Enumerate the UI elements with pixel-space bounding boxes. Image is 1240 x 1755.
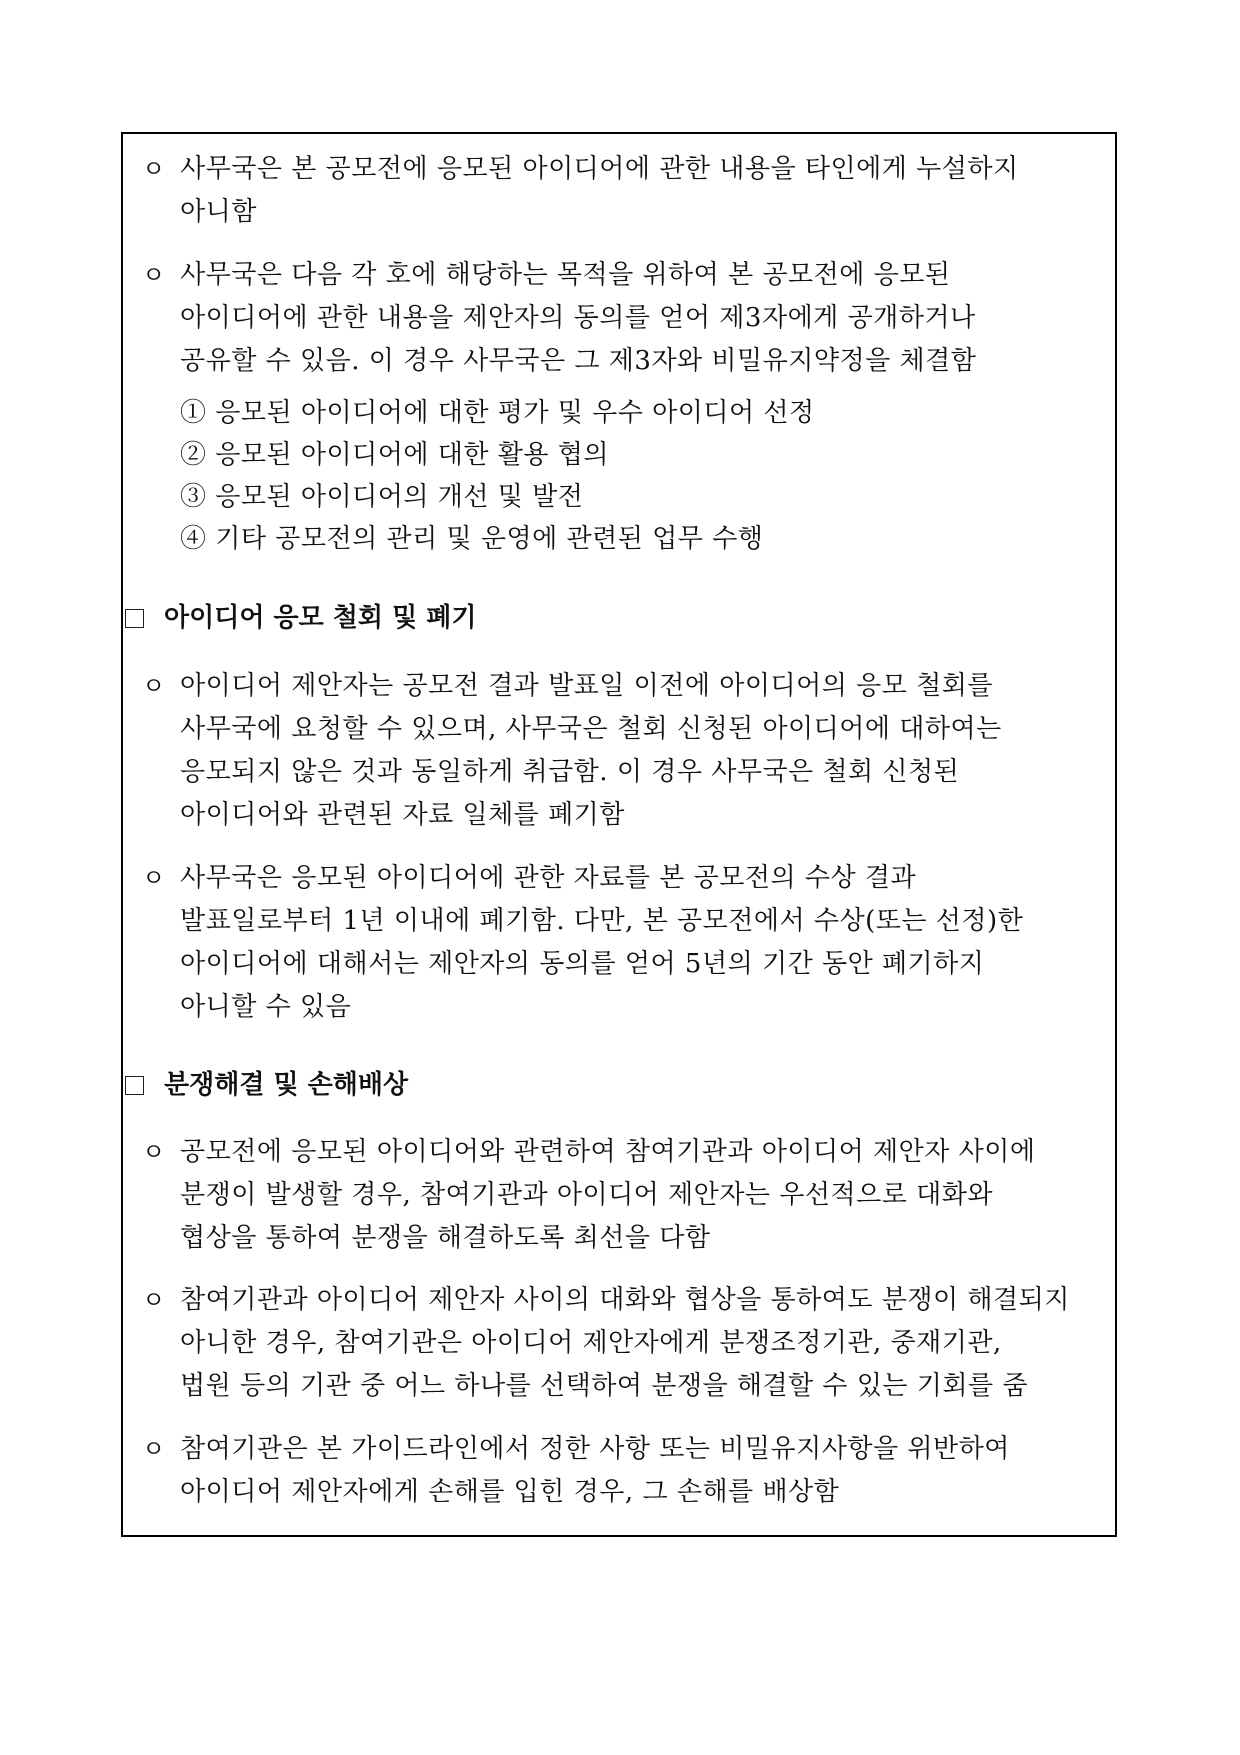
bullet-line: 공유할 수 있음. 이 경우 사무국은 그 제3자와 비밀유지약정을 체결함	[180, 346, 977, 376]
bullet-marker: ㅇ	[142, 1138, 166, 1166]
bullet-marker: ㅇ	[142, 155, 166, 183]
numbered-item: ① 응모된 아이디어에 대한 평가 및 우수 아이디어 선정	[180, 398, 815, 428]
bullet-line: 아니함	[180, 197, 257, 227]
bullet-line: 참여기관과 아이디어 제안자 사이의 대화와 협상을 통하여도 분쟁이 해결되지	[180, 1285, 1070, 1315]
bullet-marker: ㅇ	[142, 864, 166, 892]
numbered-item: ③ 응모된 아이디어의 개선 및 발전	[180, 482, 584, 512]
bullet-line: 아니할 수 있음	[180, 992, 352, 1022]
bullet-marker: ㅇ	[142, 261, 166, 289]
bullet-line: 공모전에 응모된 아이디어와 관련하여 참여기관과 아이디어 제안자 사이에	[180, 1137, 1036, 1167]
numbered-item: ④ 기타 공모전의 관리 및 운영에 관련된 업무 수행	[180, 524, 764, 554]
bullet-line: 아이디어 제안자에게 손해를 입힌 경우, 그 손해를 배상함	[180, 1477, 840, 1507]
bullet-line: 사무국은 응모된 아이디어에 관한 자료를 본 공모전의 수상 결과	[180, 863, 917, 893]
bullet-marker: ㅇ	[142, 672, 166, 700]
bullet-line: 아이디어에 관한 내용을 제안자의 동의를 얻어 제3자에게 공개하거나	[180, 303, 976, 333]
bullet-line: 아이디어에 대해서는 제안자의 동의를 얻어 5년의 기간 동안 폐기하지	[180, 949, 985, 979]
bullet-line: 발표일로부터 1년 이내에 폐기함. 다만, 본 공모전에서 수상(또는 선정)한	[180, 906, 1024, 936]
bullet-line: 사무국은 본 공모전에 응모된 아이디어에 관한 내용을 타인에게 누설하지	[180, 154, 1019, 184]
section-checkbox-icon	[125, 1076, 144, 1095]
bullet-line: 사무국에 요청할 수 있으며, 사무국은 철회 신청된 아이디어에 대하여는	[180, 714, 1002, 744]
bullet-line: 분쟁이 발생할 경우, 참여기관과 아이디어 제안자는 우선적으로 대화와	[180, 1180, 993, 1210]
bullet-line: 아니한 경우, 참여기관은 아이디어 제안자에게 분쟁조정기관, 중재기관,	[180, 1328, 1002, 1358]
bullet-line: 아이디어와 관련된 자료 일체를 폐기함	[180, 800, 625, 830]
bullet-marker: ㅇ	[142, 1286, 166, 1314]
section-title: 아이디어 응모 철회 및 폐기	[164, 603, 477, 633]
bullet-line: 아이디어 제안자는 공모전 결과 발표일 이전에 아이디어의 응모 철회를	[180, 671, 993, 701]
bullet-line: 참여기관은 본 가이드라인에서 정한 사항 또는 비밀유지사항을 위반하여	[180, 1434, 1010, 1464]
section-title: 분쟁해결 및 손해배상	[164, 1070, 409, 1100]
numbered-item: ② 응모된 아이디어에 대한 활용 협의	[180, 440, 609, 470]
bullet-line: 법원 등의 기관 중 어느 하나를 선택하여 분쟁을 해결할 수 있는 기회를 줌	[180, 1371, 1029, 1401]
section-checkbox-icon	[125, 609, 144, 628]
bullet-line: 응모되지 않은 것과 동일하게 취급함. 이 경우 사무국은 철회 신청된	[180, 757, 960, 787]
bullet-marker: ㅇ	[142, 1435, 166, 1463]
bullet-line: 협상을 통하여 분쟁을 해결하도록 최선을 다함	[180, 1223, 711, 1253]
bullet-line: 사무국은 다음 각 호에 해당하는 목적을 위하여 본 공모전에 응모된	[180, 260, 951, 290]
